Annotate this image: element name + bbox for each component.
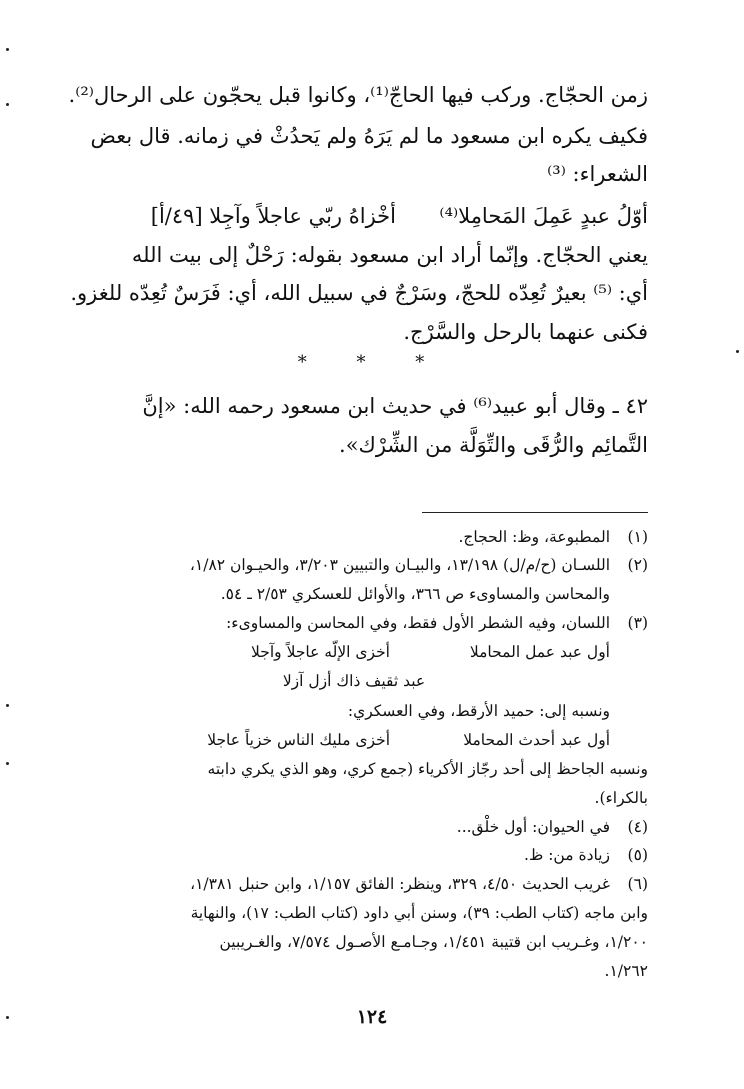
footnote-divider <box>422 512 648 513</box>
body-line: زمن الحجّاج. وركب فيها الحاجّ⁽¹⁾، وكانوا قبل يحجّون على الرحال⁽²⁾. <box>68 83 648 107</box>
body-line: فكنى عنهما بالرحل والسَّرْج. <box>403 320 648 344</box>
footnote-text: ونسبه إلى: حميد الأرقط، وفي العسكري: <box>347 702 610 720</box>
footnote-text: زيادة من: ظ. <box>524 846 610 864</box>
scan-speck <box>6 1016 9 1019</box>
scan-speck <box>6 103 9 106</box>
body-line: فكيف يكره ابن مسعود ما لم يَرَهُ ولم يَحدُثْ في زمانه. قال بعض <box>90 124 648 148</box>
scan-speck <box>6 762 9 765</box>
footnote-text: والمحاسن والمساوىء ص ٣٦٦، والأوائل للعسكري ٢/٥٣ ـ ٥٤. <box>220 585 610 603</box>
footnote-text: ونسبه الجاحظ إلى أحد رجّاز الأكرياء (جمع كري، وهو الذي يكري دابته <box>207 760 648 778</box>
verse-second-hemistich: أخْزاهُ ربّي عاجلاً وآجِلا [٤٩/أ] <box>150 204 396 228</box>
body-line: يعني الحجّاج. وإنّما أراد ابن مسعود بقوله: رَحْلٌ إلى بيت الله <box>131 243 648 267</box>
footnote-text: ١/٢٦٢. <box>604 962 648 980</box>
footnote-verse: أخزى الإلّه عاجلاً وآجلا <box>251 643 390 661</box>
footnote-number: (٥) <box>627 846 648 864</box>
footnote-number: (٣) <box>627 614 648 632</box>
scan-speck <box>736 350 739 353</box>
page-number: ١٢٤ <box>356 1006 388 1028</box>
footnote-verse: أول عبد عمل المحاملا <box>469 643 610 661</box>
footnote-text: وابن ماجه (كتاب الطب: ٣٩)، وسنن أبي داود (كتاب الطب: ١٧)، والنهاية <box>190 904 648 922</box>
footnote-verse: أول عبد أحدث المحاملا <box>463 731 610 749</box>
section-separator: * * * <box>297 352 447 373</box>
scan-speck <box>6 48 9 51</box>
footnote-number: (٤) <box>627 818 648 836</box>
verse-first-hemistich: أوّلُ عبدٍ عَمِلَ المَحامِلا⁽⁴⁾ <box>439 204 648 228</box>
hadith-line: ٤٢ ـ وقال أبو عبيد⁽⁶⁾ في حديث ابن مسعود رحمه الله: «إنَّ <box>142 394 648 418</box>
hadith-line: التَّمائِم والرُّقَى والتِّوَلَّة من الشِّرْك». <box>339 433 648 457</box>
footnote-text: اللسـان (ح/م/ل) ١٣/١٩٨، والبيـان والتبيين ٣/٢٠٣، والحيـوان ١/٨٢، <box>189 556 610 574</box>
footnote-number: (١) <box>627 528 648 546</box>
footnote-number: (٦) <box>627 875 648 893</box>
footnote-text: اللسان، وفيه الشطر الأول فقط، وفي المحاسن والمساوىء: <box>226 614 610 632</box>
footnote-text: بالكراء). <box>594 789 648 807</box>
footnote-text: في الحيوان: أول خلْق... <box>456 818 610 836</box>
scan-speck <box>6 704 9 707</box>
footnote-number: (٢) <box>627 556 648 574</box>
footnote-verse: عبد ثقيف ذاك أزل آزلا <box>282 672 426 690</box>
footnote-text: المطبوعة، وظ: الحجاج. <box>458 528 610 546</box>
footnote-text: غريب الحديث ٤/٥٠، ٣٢٩، وينظر: الفائق ١/١٥٧، وابن حنبل ١/٣٨١، <box>190 875 610 893</box>
body-line: أي: ⁽⁵⁾ بعيرٌ تُعِدّه للحجّ، وسَرْجٌ في سبيل الله، أي: فَرَسٌ تُعِدّه للغزو. <box>70 281 648 305</box>
footnote-text: ١/٢٠٠، وغـريب ابن قتيبة ١/٤٥١، وجـامـع الأصـول ٧/٥٧٤، والغـريبين <box>219 933 648 951</box>
footnote-verse: أخزى مليك الناس خزياً عاجلا <box>207 731 390 749</box>
body-line: الشعراء: ⁽³⁾ <box>547 162 648 186</box>
